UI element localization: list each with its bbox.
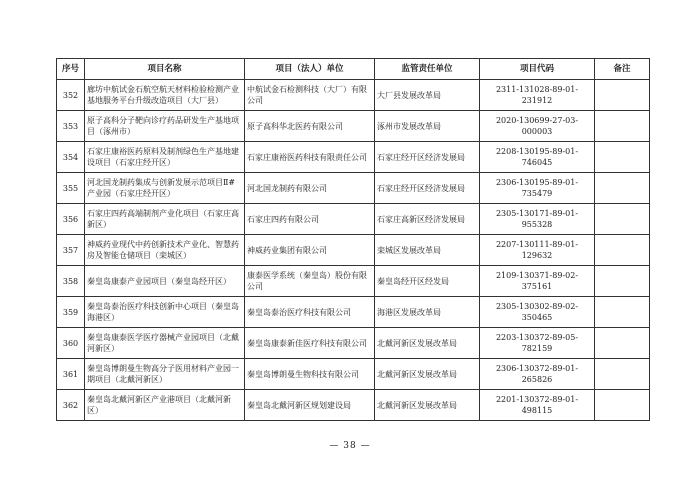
- cell-project-name: 石家庄四药高端制剂产业化项目（石家庄高新区）: [85, 204, 245, 235]
- header-project-name: 项目名称: [85, 59, 245, 80]
- table-row: [57, 204, 650, 235]
- cell-project-name: 原子高科分子靶向诊疗药品研发生产基地项目（涿州市）: [85, 111, 245, 142]
- cell-project-code: 2207-130111-89-01-129632: [480, 235, 595, 266]
- cell-serial-number: 353: [57, 111, 85, 142]
- cell-serial-number: 354: [57, 142, 85, 173]
- table-row: [57, 266, 650, 297]
- cell-remarks: [595, 328, 650, 359]
- cell-remarks: [595, 142, 650, 173]
- cell-remarks: [595, 266, 650, 297]
- project-table: [56, 58, 650, 421]
- cell-serial-number: 360: [57, 328, 85, 359]
- cell-remarks: [595, 297, 650, 328]
- table-row: [57, 142, 650, 173]
- table-row: [57, 111, 650, 142]
- cell-serial-number: 356: [57, 204, 85, 235]
- cell-project-unit: 河北国龙制药有限公司: [245, 173, 375, 204]
- header-project-unit: 项目（法人）单位: [245, 59, 375, 80]
- cell-project-unit: 秦皇岛康泰新佳医疗科技有限公司: [245, 328, 375, 359]
- cell-remarks: [595, 111, 650, 142]
- cell-supervising-unit: 石家庄经开区经济发展局: [375, 173, 480, 204]
- cell-remarks: [595, 80, 650, 111]
- page-number: — 38 —: [329, 441, 371, 451]
- cell-serial-number: 358: [57, 266, 85, 297]
- cell-serial-number: 357: [57, 235, 85, 266]
- cell-supervising-unit: 涿州市发展改革局: [375, 111, 480, 142]
- cell-supervising-unit: 北戴河新区发展改革局: [375, 390, 480, 421]
- cell-supervising-unit: 北戴河新区发展改革局: [375, 328, 480, 359]
- cell-project-unit: 秦皇岛北戴河新区规划建设局: [245, 390, 375, 421]
- cell-project-name: 秦皇岛博朗曼生物高分子医用材料产业园一期项目（北戴河新区）: [85, 359, 245, 390]
- cell-project-unit: 康泰医学系统（秦皇岛）股份有限公司: [245, 266, 375, 297]
- cell-remarks: [595, 173, 650, 204]
- cell-project-code: 2305-130171-89-01-955328: [480, 204, 595, 235]
- cell-project-code: 2306-130372-89-01-265826: [480, 359, 595, 390]
- cell-project-code: 2203-130372-89-05-782159: [480, 328, 595, 359]
- cell-serial-number: 361: [57, 359, 85, 390]
- table-row: [57, 80, 650, 111]
- cell-remarks: [595, 390, 650, 421]
- cell-supervising-unit: 石家庄经开区经济发展局: [375, 142, 480, 173]
- cell-serial-number: 352: [57, 80, 85, 111]
- header-serial-number: 序号: [57, 59, 85, 80]
- cell-supervising-unit: 栾城区发展改革局: [375, 235, 480, 266]
- header-project-code: 项目代码: [480, 59, 595, 80]
- cell-remarks: [595, 359, 650, 390]
- cell-project-name: 石家庄康裕医药原料及制剂绿色生产基地建设项目（石家庄经开区）: [85, 142, 245, 173]
- cell-project-name: 河北国龙制药集成与创新发展示范项目Ⅱ#产业园（石家庄经开区）: [85, 173, 245, 204]
- cell-project-unit: 石家庄康裕医药科技有限责任公司: [245, 142, 375, 173]
- cell-project-unit: 原子高科华北医药有限公司: [245, 111, 375, 142]
- header-supervising-unit: 监管责任单位: [375, 59, 480, 80]
- table-row: [57, 235, 650, 266]
- table-row: [57, 390, 650, 421]
- cell-remarks: [595, 235, 650, 266]
- cell-project-name: 秦皇岛北戴河新区产业港项目（北戴河新区）: [85, 390, 245, 421]
- table-row: [57, 297, 650, 328]
- cell-supervising-unit: 秦皇岛经开区经发局: [375, 266, 480, 297]
- cell-project-code: 2305-130302-89-02-350465: [480, 297, 595, 328]
- cell-project-name: 秦皇岛康泰医学医疗器械产业园项目（北戴河新区）: [85, 328, 245, 359]
- cell-project-name: 秦皇岛康泰产业园项目（秦皇岛经开区）: [85, 266, 245, 297]
- cell-supervising-unit: 石家庄高新区经济发展局: [375, 204, 480, 235]
- cell-serial-number: 359: [57, 297, 85, 328]
- cell-project-unit: 秦皇岛博朗曼生物科技有限公司: [245, 359, 375, 390]
- cell-supervising-unit: 北戴河新区发展改革局: [375, 359, 480, 390]
- cell-project-name: 神威药业现代中药创新技术产业化、智慧药房及智能仓储项目（栾城区）: [85, 235, 245, 266]
- cell-serial-number: 362: [57, 390, 85, 421]
- table-header-row: [57, 59, 650, 80]
- cell-project-code: 2208-130195-89-01-746045: [480, 142, 595, 173]
- header-remarks: 备注: [595, 59, 650, 80]
- cell-project-unit: 神威药业集团有限公司: [245, 235, 375, 266]
- cell-project-unit: 石家庄四药有限公司: [245, 204, 375, 235]
- cell-project-name: 秦皇岛泰治医疗科技创新中心项目（秦皇岛海港区）: [85, 297, 245, 328]
- cell-supervising-unit: 海港区发展改革局: [375, 297, 480, 328]
- cell-project-code: 2306-130195-89-01-735479: [480, 173, 595, 204]
- table-body: [57, 80, 650, 421]
- cell-project-code: 2201-130372-89-01-498115: [480, 390, 595, 421]
- cell-remarks: [595, 204, 650, 235]
- cell-project-code: 2020-130699-27-03-000003: [480, 111, 595, 142]
- cell-project-code: 2109-130371-89-02-375161: [480, 266, 595, 297]
- cell-serial-number: 355: [57, 173, 85, 204]
- cell-supervising-unit: 大厂县发展改革局: [375, 80, 480, 111]
- cell-project-code: 2311-131028-89-01-231912: [480, 80, 595, 111]
- table-row: [57, 328, 650, 359]
- cell-project-unit: 秦皇岛泰治医疗科技有限公司: [245, 297, 375, 328]
- table-row: [57, 173, 650, 204]
- cell-project-unit: 中航试金石检测科技（大厂）有限公司: [245, 80, 375, 111]
- cell-project-name: 廊坊中航试金石航空航天材料检验检测产业基地服务平台升级改造项目（大厂县）: [85, 80, 245, 111]
- table-row: [57, 359, 650, 390]
